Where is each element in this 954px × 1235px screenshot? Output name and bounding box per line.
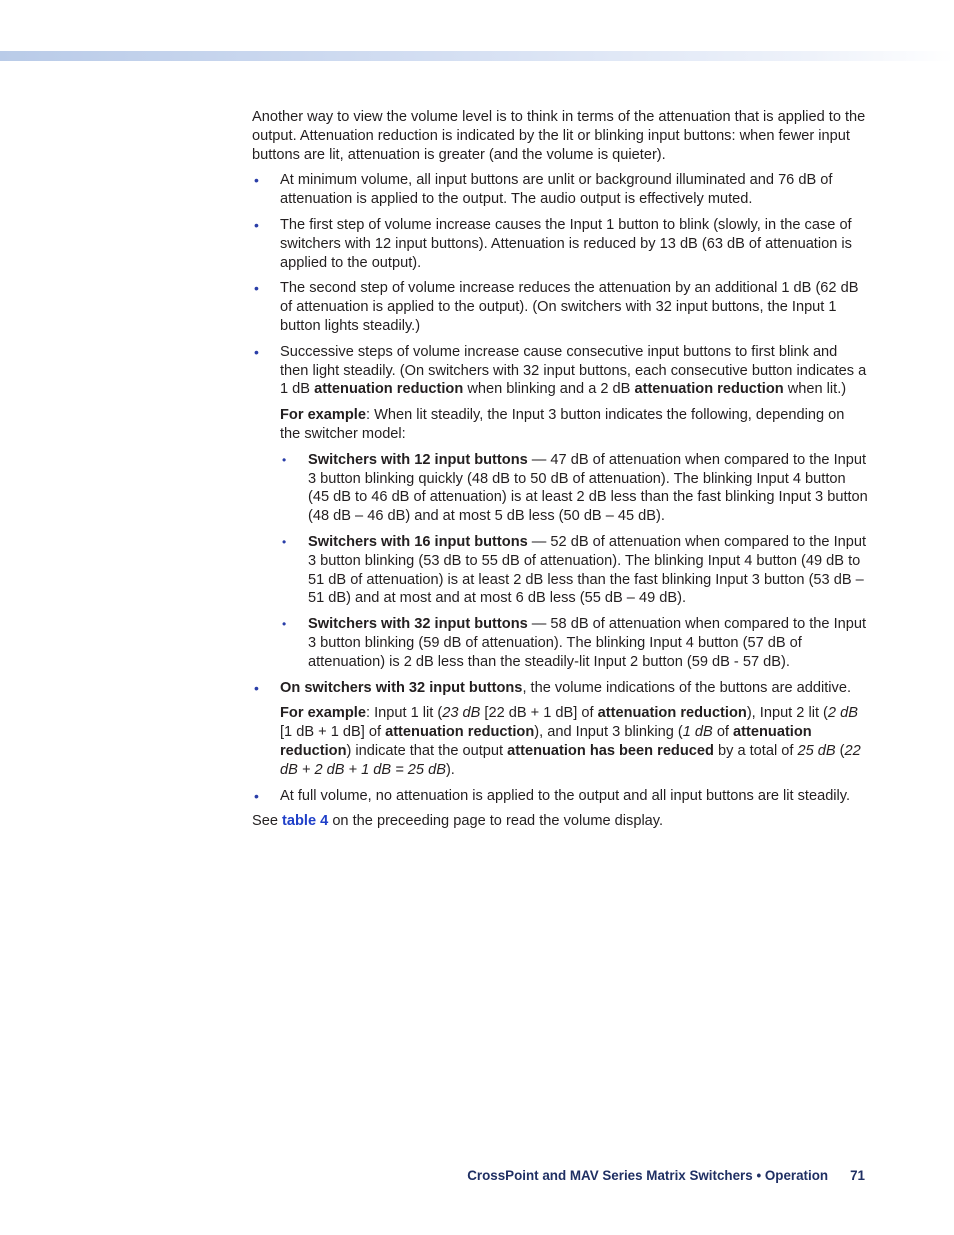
example-paragraph: For example: Input 1 lit (23 dB [22 dB + 1 dB] of attenuation reduction), Input 2 lit (2 dB [1 dB + 1 dB] of attenuation reduction), and Input 3 blinking (1 dB of attenuation reduction) indicate that the output attenuation has been reduced by a total of 25 dB (22 dB + 2 dB + 1 dB = 25 dB).: [280, 705, 861, 778]
page-footer: [467, 1168, 865, 1183]
page-body: [252, 108, 868, 831]
sub-list-item: • Switchers with 32 input buttons — 58 dB of attenuation when compared to the Input 3 button blinking (59 dB of attenuation). The blinking Input 4 button (57 dB of attenuation) is 2 dB less than the steadily-lit Input 2 button (59 dB - 57 dB).: [282, 616, 867, 670]
list-item: • At minimum volume, all input buttons are unlit or background illuminated and 76 dB of attenuation is applied to the output. The audio output is effectively muted.: [254, 172, 833, 208]
bullet-icon: •: [282, 534, 287, 549]
bullet-icon: •: [254, 216, 259, 233]
intro-paragraph: Another way to view the volume level is to think in terms of the attenuation that is applied to the output. Attenuation reduction is indicated by the lit or blinking input buttons: when fewer input buttons are lit, attenuation is greater (and the volume is quieter).: [252, 109, 866, 163]
bullet-icon: •: [282, 452, 287, 467]
see-also-paragraph: See table 4 on the preceeding page to read the volume display.: [252, 813, 664, 830]
footer-title: CrossPoint and MAV Series Matrix Switchers • Operation: [467, 1168, 829, 1183]
bullet-icon: •: [282, 617, 287, 632]
bullet-icon: •: [254, 679, 259, 696]
example-paragraph: For example: When lit steadily, the Input 3 button indicates the following, depending on the switcher model:: [280, 407, 845, 442]
sub-list-item: • Switchers with 12 input buttons — 47 dB of attenuation when compared to the Input 3 button blinking quickly (48 dB to 50 dB of attenuation). The blinking Input 4 button (45 dB to 46 dB of attenuation) is at least 2 dB less than the fast blinking Input 3 button (48 dB – 46 dB) and at most 5 dB less (50 dB – 45 dB).: [282, 451, 868, 525]
bullet-icon: •: [254, 343, 259, 360]
bullet-icon: •: [254, 787, 259, 804]
list-item: • The second step of volume increase reduces the attenuation by an additional 1 dB (62 dB of attenuation is applied to the output). (On switchers with 32 input buttons, the Input 1 button lights steadily.): [254, 280, 859, 334]
bullet-icon: •: [254, 172, 259, 189]
list-item: • The first step of volume increase causes the Input 1 button to blink (slowly, in the case of switchers with 12 input buttons). Attenuation is reduced by 13 dB (63 dB of attenuation is applied to the output).: [254, 216, 852, 271]
list-item: • On switchers with 32 input buttons, the volume indications of the buttons are additive. For example: Input 1 lit (23 dB [22 dB + 1 dB] of attenuation reduction), Input 2 lit (2 dB [1 dB + 1 dB] of attenuation reduction), and Input 3 blinking (1 dB of attenuation reduction) indicate that the output attenuation has been reduced by a total of 25 dB (22 dB + 2 dB + 1 dB = 25 dB).: [252, 679, 868, 780]
list-item: • Successive steps of volume increase cause consecutive input buttons to first blink and then light steadily. (On switchers with 32 input buttons, each consecutive button indicates a 1 dB attenuation reduction when blinking and a 2 dB attenuation reduction when lit.) For example: When lit steadily, the Input 3 button indicates the following, depending on the switcher model: • Switchers with 12 input buttons — 47 dB of attenuation when compared to the Input 3 button blinking quickly (48 dB to 50 dB of attenuation). The blinking Input 4 button (45 dB to 46 dB of attenuation) is at least 2 dB less than the fast blinking Input 3 button (48 dB – 46 dB) and at most 5 dB less (50 dB – 45 dB). • Switchers with 16 input buttons — 52 dB of attenuation when compared to the Input 3 button blinking (53 dB to 55 dB of attenuation). The blinking Input 4 button (49 dB to 51 dB of attenuation) is at least 2 dB less than the fast blinking Input 3 button (53 dB – 51 dB) and at most and at most 6 dB less (55 dB – 49 dB). • Switchers with 32 input buttons — 58 dB of attenuation when compared to the Input 3 button blinking (59 dB of attenuation). The blinking Input 4 button (57 dB of attenuation) is 2 dB less than the steadily-lit Input 2 button (59 dB - 57 dB).: [254, 343, 868, 670]
page-number: 71: [850, 1168, 865, 1183]
table-4-link[interactable]: table 4: [282, 813, 329, 830]
header-band: [0, 51, 954, 61]
bullet-icon: •: [254, 280, 259, 297]
sub-bullet-list: [280, 451, 868, 672]
list-item: • At full volume, no attenuation is applied to the output and all input buttons are lit steadily.: [254, 787, 851, 804]
bullet-list: [252, 171, 868, 805]
sub-list-item: • Switchers with 16 input buttons — 52 dB of attenuation when compared to the Input 3 button blinking (53 dB to 55 dB of attenuation). The blinking Input 4 button (49 dB to 51 dB of attenuation) is at least 2 dB less than the fast blinking Input 3 button (53 dB – 51 dB) and at most and at most 6 dB less (55 dB – 49 dB).: [282, 533, 867, 607]
